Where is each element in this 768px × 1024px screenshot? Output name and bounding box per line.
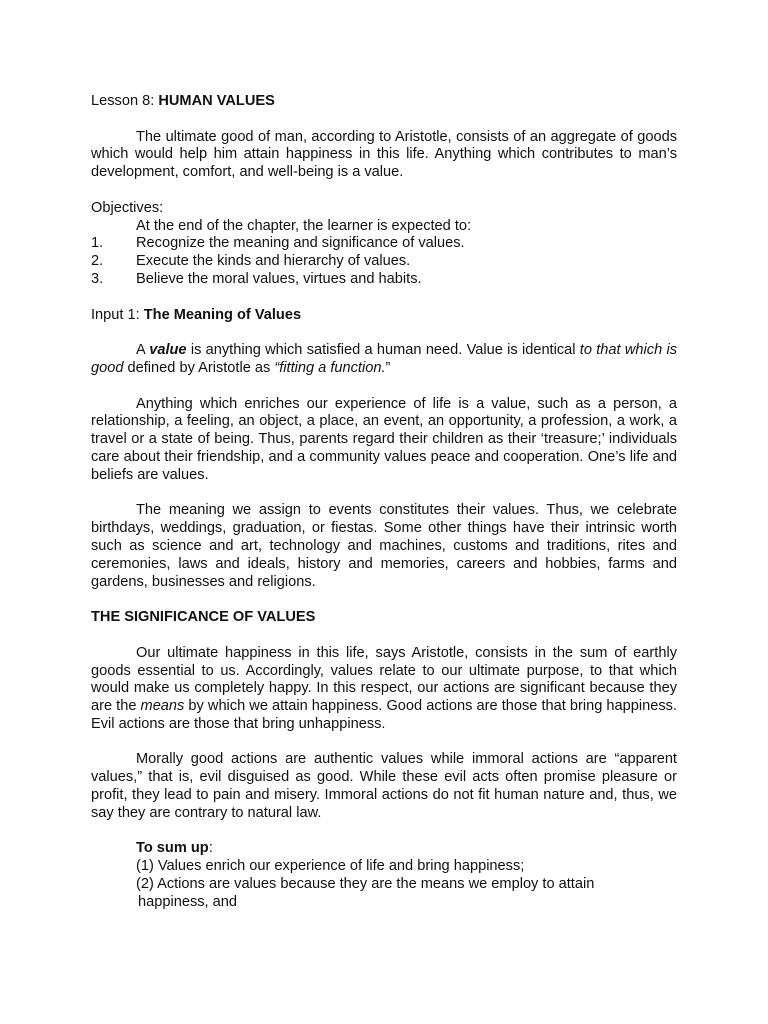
summary-heading-text: To sum up <box>136 840 209 857</box>
definition-paragraph <box>91 342 677 378</box>
summary-line-2: (2) Actions are values because they are the means we employ to attain <box>136 876 595 893</box>
list-number: 3. <box>91 270 104 287</box>
significance-heading <box>91 609 677 627</box>
aristotle-quote: “fitting a function. <box>274 359 386 376</box>
meaning-paragraph: The meaning we assign to events constitutes their values. Thus, we celebrate birthdays, weddings, graduation, or fiestas. Some other things have their intrinsic worth such as science and art, technology and machines, customs and traditions, rites and ceremonies, laws and ideals, history and memories, careers and hobbies, farms and gardens, businesses and religions. <box>91 502 677 590</box>
input-prefix: Input 1: <box>91 306 144 323</box>
text-run: is anything which satisfied a human need. Value is identical <box>186 342 580 359</box>
text-run: Our ultimate happiness in this life, says Aristotle, consists in the sum of earthly goods essential to us. Accordingly, values relate to our ultimate purpose, to that which would make us completely happy. In this respect, our actions are significant because they are the <box>91 644 677 715</box>
list-number: 1. <box>91 235 104 252</box>
list-number: 2. <box>91 253 104 270</box>
significance-heading-text: THE SIGNIFICANCE OF VALUES <box>91 609 316 626</box>
lesson-title <box>91 93 677 111</box>
value-term: value <box>149 342 187 359</box>
list-item <box>91 253 677 271</box>
input-title: The Meaning of Values <box>143 306 302 323</box>
summary-line-1: (1) Values enrich our experience of life and bring happiness; <box>136 858 525 875</box>
list-item <box>91 271 677 289</box>
list-text: Execute the kinds and hierarchy of values. <box>136 253 411 270</box>
moral-paragraph: Morally good actions are authentic values while immoral actions are “apparent values,” that is, evil disguised as good. While these evil acts often promise pleasure or profit, they lead to pain and misery. Immoral actions do not fit human nature and, thus, we say they are contrary to natural law. <box>91 751 677 821</box>
summary-line-2-continued: happiness, and <box>138 893 237 910</box>
objectives-list <box>91 235 677 288</box>
text-run: ” <box>385 359 391 376</box>
objectives-heading: Objectives: <box>91 199 164 216</box>
list-item <box>91 235 677 253</box>
objectives-lead: At the end of the chapter, the learner is expected to: <box>136 217 472 234</box>
italic-phrase: to that which is good <box>91 342 678 376</box>
summary-block <box>91 840 677 911</box>
lesson-prefix: Lesson 8: <box>91 93 159 109</box>
text-run: defined by Aristotle as <box>123 359 275 376</box>
section-heading <box>91 307 677 325</box>
text-run: A <box>136 342 150 359</box>
lesson-title-text: HUMAN VALUES <box>158 93 275 109</box>
enriches-paragraph: Anything which enriches our experience of life is a value, such as a person, a relationship, a feeling, an object, a place, an event, an opportunity, a profession, a work, a travel or a state of being. Thus, parents regard their children as their ‘treasure;’ individuals care about their friendship, and a community values peace and cooperation. One’s life and beliefs are values. <box>91 395 677 483</box>
summary-heading <box>136 840 677 858</box>
list-text: Believe the moral values, virtues and habits. <box>136 270 422 287</box>
intro-paragraph: The ultimate good of man, according to Aristotle, consists of an aggregate of goods which would help him attain happiness in this life. Anything which contributes to man’s development, comfort, and well-being is a value. <box>91 128 677 181</box>
list-text: Recognize the meaning and significance of values. <box>136 235 465 252</box>
happiness-paragraph <box>91 645 677 734</box>
text-run: by which we attain happiness. Good actions are those that bring happiness. Evil actions are those that bring unhappiness. <box>91 698 677 732</box>
text-run: : <box>208 840 213 857</box>
document-page <box>91 93 677 912</box>
means-term: means <box>140 698 185 715</box>
